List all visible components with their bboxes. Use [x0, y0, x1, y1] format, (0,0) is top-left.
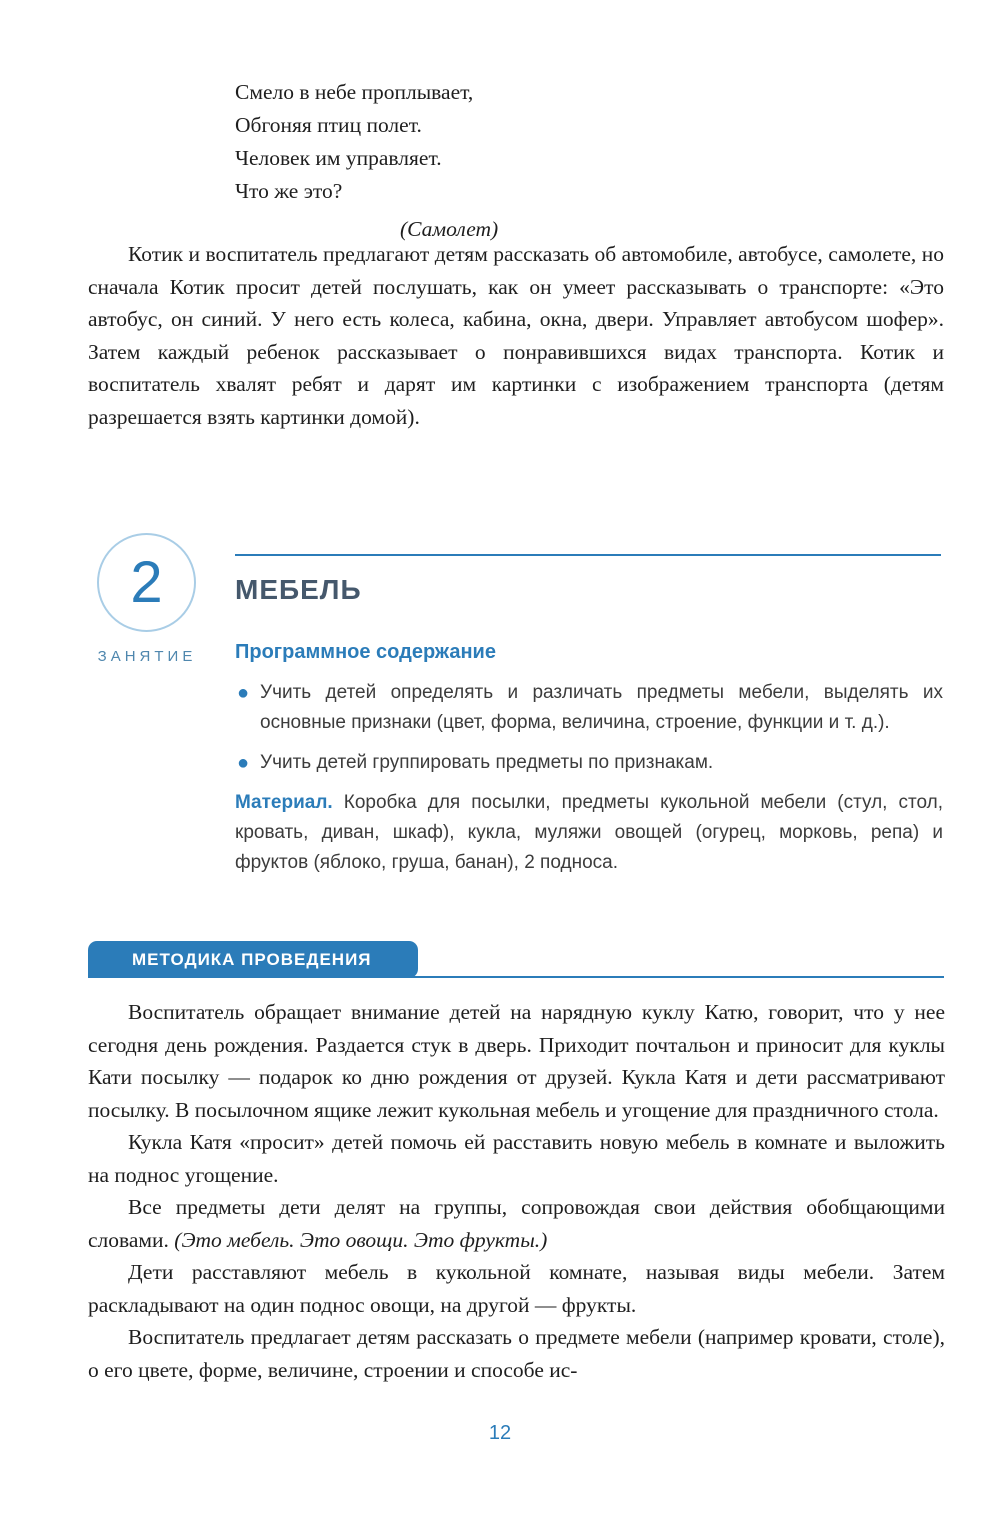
material-text: Коробка для посылки, предметы кукольной мебели (стул, стол, кровать, диван, шкаф), кукла, муляжи овощей (огурец, морковь, репа) и фруктов (яблоко, груша, банан), 2 подноса. — [235, 792, 943, 873]
intro-paragraph: Котик и воспитатель предлагают детям рассказать об автомобиле, автобусе, самолете, но сначала Котик просит детей послушать, как он умеет рассказывать о транспорте: «Это автобус, он синий. У него есть колеса, кабина, окна, двери. Управляет автобусом шофер». Затем каждый ребенок рассказывает о понравившихся видах транспорта. Котик и воспитатель хвалят ребят и дарят им картинки с изображением транспорта (детям разрешается взять картинки домой). — [88, 242, 944, 429]
method-body — [88, 996, 945, 1386]
lesson-number: 2 — [130, 549, 163, 615]
poem-attribution: (Самолет) — [400, 217, 499, 241]
method-paragraph: Кукла Катя «просит» детей помочь ей расставить новую мебель в комнате и выложить на поднос угощение. — [88, 1130, 945, 1187]
lesson-label: ЗАНЯТИЕ — [97, 648, 197, 665]
lesson-number-circle — [97, 533, 196, 632]
lesson-title: МЕБЕЛЬ — [235, 574, 362, 605]
method-badge: МЕТОДИКА ПРОВЕДЕНИЯ — [88, 941, 418, 978]
method-section-rule — [88, 941, 944, 978]
bullet-icon: ● — [237, 682, 250, 704]
poem-line: Обгоняя птиц полет. — [235, 113, 422, 137]
lesson-title-block — [235, 554, 941, 606]
material-label: Материал. — [235, 792, 333, 813]
method-paragraph: Воспитатель обращает внимание детей на нарядную куклу Катю, говорит, что у нее сегодня день рождения. Раздается стук в дверь. Приходит почтальон и приносит для куклы Кати посылку — подарок ко дню рождения от друзей. Кукла Катя и дети рассматривают посылку. В посылочном ящике лежит кукольная мебель и угощение для праздничного стола. — [88, 1000, 945, 1122]
poem — [235, 76, 498, 246]
method-paragraph: Дети расставляют мебель в кукольной комнате, называя виды мебели. Затем раскладывают на один поднос овощи, на другой — фрукты. — [88, 1260, 945, 1317]
objective-text: Учить детей группировать предметы по признакам. — [260, 752, 714, 773]
objective-item — [235, 748, 943, 778]
material-paragraph — [235, 788, 943, 878]
objective-item — [235, 678, 943, 738]
objective-text: Учить детей определять и различать предметы мебели, выделять их основные признаки (цвет, форма, величина, строение, функции и т. д.). — [260, 682, 943, 733]
method-paragraph: Воспитатель предлагает детям рассказать о предмете мебели (например кровати, столе), о его цвете, форме, величине, строении и способе ис- — [88, 1325, 945, 1382]
program-content-section — [235, 641, 943, 878]
poem-line: Что же это? — [235, 179, 343, 203]
page-number: 12 — [488, 1422, 512, 1444]
poem-line: Человек им управляет. — [235, 146, 442, 170]
poem-line: Смело в небе проплывает, — [235, 80, 474, 104]
program-heading: Программное содержание — [235, 641, 496, 663]
bullet-icon: ● — [237, 752, 250, 774]
method-paragraph: Все предметы дети делят на группы, сопровождая свои действия обобщающими словами. (Это мебель. Это овощи. Это фрукты.) — [88, 1195, 945, 1252]
